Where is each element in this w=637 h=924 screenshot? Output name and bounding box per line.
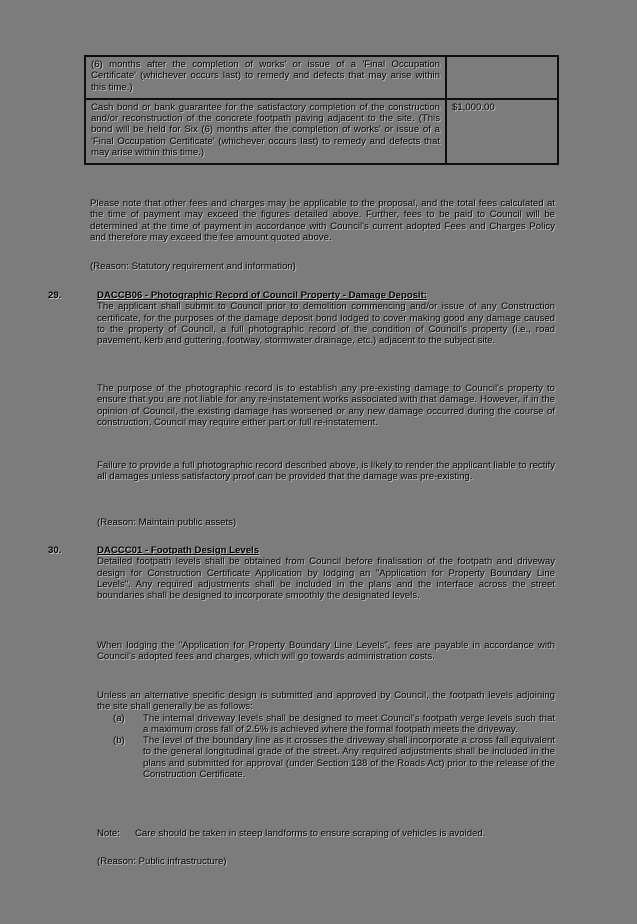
list-item (97, 713, 555, 736)
condition-number: 30. (48, 545, 62, 556)
table-row (85, 56, 558, 99)
list-item-text: The level of the boundary line as it crosses the driveway shall incorporate a cross fall equivalent to the general longitudinal grade of the street. Any required adjustments shall be included in the plans and submitted for approval (under Section 138 of the Roads Act) prior to the release of the Construction Certificate. (143, 735, 555, 781)
condition-paragraph: The purpose of the photographic record is to establish any pre-existing damage to Council's property to ensure that you are not liable for any re-instatement works associated with that damage. However, if in the opinion of Council, the existing damage has worsened or any new damage occurred during the course of construction, Council may require either part or full re-instatement. (97, 383, 555, 428)
list-item-label: (a) (113, 712, 125, 724)
fees-table (84, 55, 559, 165)
condition-paragraph: The applicant shall submit to Council prior to demolition commencing and/or issue of any Construction certificate, for the purposes of the damage deposit bond lodged to cover making good any damage caused to the property of Council, a full photographic record of the condition of Council's property (i.e., road pavement, kerb and guttering, footway, stormwater drainage, etc.) adjacent to the subject site. (97, 301, 555, 347)
reason-line: (Reason: Public infrastructure) (97, 856, 227, 867)
list-item (97, 735, 555, 780)
condition-number: 29. (48, 290, 62, 301)
lettered-list (97, 713, 555, 781)
footpath-levels-requirements (97, 690, 555, 780)
condition-heading: DACCB06 - Photographic Record of Council Property - Damage Deposit: (97, 290, 427, 301)
list-item-text: The internal driveway levels shall be designed to meet Council's footpath verge levels such that a maximum cross fall of 2.5% is achieved where the formal footpath meets the driveway. (143, 712, 555, 735)
reason-line: (Reason: Maintain public assets) (97, 517, 237, 528)
fee-amount-cell: $1,000.00 (446, 99, 558, 164)
list-item-label: (b) (113, 735, 125, 747)
table-row (85, 99, 558, 164)
condition-paragraph: Unless an alternative specific design is submitted and approved by Council, the footpath levels adjoining the site shall generally be as follows: (97, 690, 555, 713)
fee-description-cell: Cash bond or bank guarantee for the satisfactory completion of the construction and/or reconstruction of the concrete footpath paving adjacent to the site. (This bond will be held for Six (6) months after the completion of works' or issue of a 'Final Occupation Certificate' (whichever occurs last) to remedy and defects that may arise within this time.) (85, 99, 446, 164)
reason-line: (Reason: Statutory requirement and information) (90, 261, 296, 272)
condition-paragraph: When lodging the "Application for Property Boundary Line Levels", fees are payable in accordance with Council's adopted fees and charges, which will go towards administration costs. (97, 640, 555, 663)
fees-note-paragraph: Please note that other fees and charges may be applicable to the proposal, and the total fees calculated at the time of payment may exceed the figures detailed above. Further, fees to be paid to Council will be determined at the time of payment in accordance with Council's current adopted Fees and Charges Policy and therefore may exceed the fee amount quoted above. (90, 198, 555, 243)
fee-description-cell: (6) months after the completion of works' or issue of a 'Final Occupation Certificate' (whichever occurs last) to remedy and defects that may arise within this time.) (85, 56, 446, 99)
condition-heading: DACCC01 - Footpath Design Levels (97, 545, 260, 556)
note-line (97, 828, 593, 839)
note-label: Note: (97, 828, 120, 839)
fee-amount-cell (446, 56, 558, 99)
note-text: Care should be taken in steep landforms to ensure scraping of vehicles is avoided. (135, 828, 486, 839)
condition-paragraph: Detailed footpath levels shall be obtained from Council before finalisation of the footpath and driveway design for Construction Certificate Application by lodging an "Application for Property Boundary Line Levels". Any required adjustments shall be included in the plans and the interface across the street boundaries shall be designed to incorporate smoothly the designated levels. (97, 556, 555, 602)
condition-paragraph: Failure to provide a full photographic record described above, is likely to render the applicant liable to rectify all damages unless satisfactory proof can be provided that the damage was pre-existing. (97, 460, 555, 483)
